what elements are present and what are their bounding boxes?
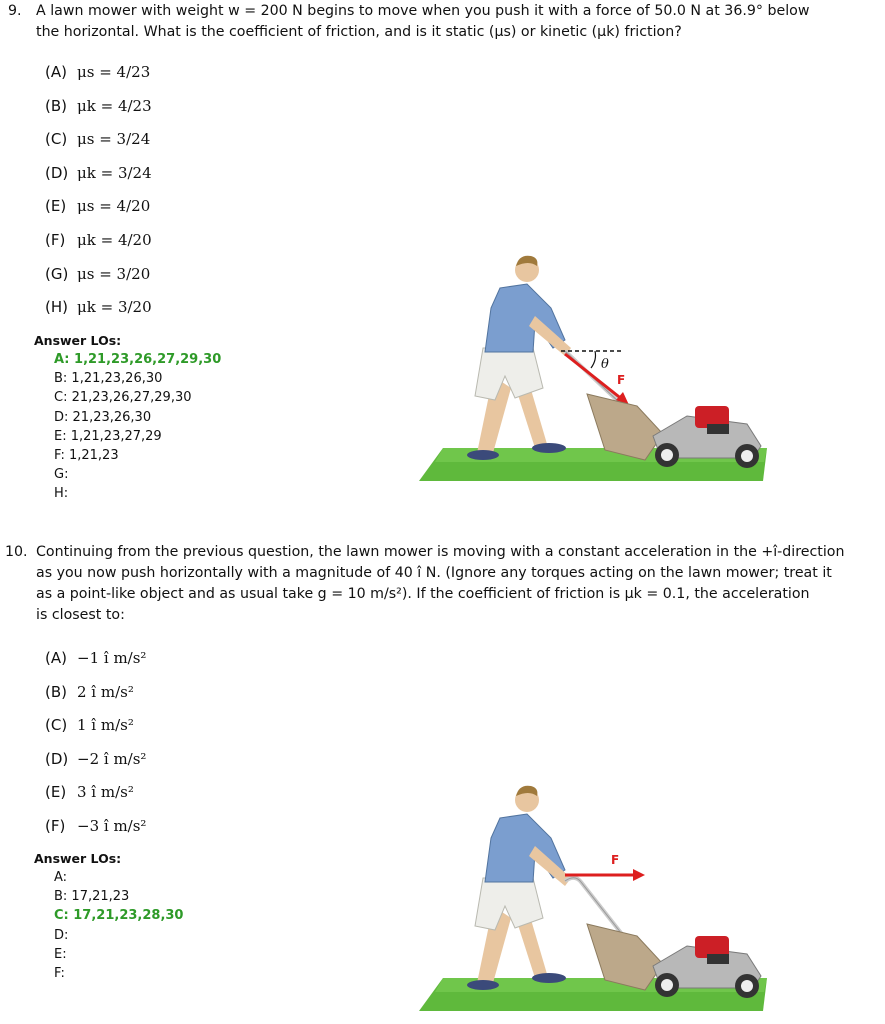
option-b[interactable]: (B) 2 î m/s² [45,682,134,701]
options-list [45,62,152,331]
answer-lo-a: A: 1,21,23,26,27,29,30 [54,352,222,367]
stem-line: as you now push horizontally with a magnitude of 40 î N. (Ignore any torques acting on the lawn mower; treat it [36,565,832,581]
answer-lo-d: D: [54,927,69,943]
answer-lo-e: E: 1,21,23,27,29 [54,428,162,444]
answers-title: Answer LOs: [34,333,122,348]
answer-lo-c: C: 17,21,23,28,30 [54,908,184,924]
answer-lo-f: F: 1,21,23 [54,448,119,464]
answer-los-list [54,350,221,504]
option-e[interactable]: (E) μs = 4/20 [45,197,151,216]
answer-lo-c: C: 21,23,26,27,29,30 [54,390,192,406]
answers-title: Answer LOs: [34,851,122,866]
angle-label: θ [601,357,609,372]
stem-line: A lawn mower with weight w = 200 N begins to move when you push it with a force of 50.0 N at 36.9° below [36,3,810,19]
option-a[interactable]: (A) μs = 4/23 [45,63,151,81]
person-shoe [467,450,499,460]
option-f[interactable]: (F) −3 î m/s² [45,816,147,835]
answer-los-list [54,868,183,983]
option-c[interactable]: (C) μs = 3/24 [45,130,151,149]
answer-lo-g: G: [54,467,69,483]
stem-line: the horizontal. What is the coefficient of friction, and is it static (μs) or kinetic (μk) friction? [36,24,682,40]
option-e[interactable]: (E) 3 î m/s² [45,783,134,802]
force-label: F [617,373,626,387]
option-g[interactable]: (G) μs = 3/20 [45,264,151,283]
answer-lo-b: B: 17,21,23 [54,889,130,905]
answer-lo-h: H: [54,486,69,502]
option-a[interactable]: (A) −1 î m/s² [45,649,147,667]
answer-lo-d: D: 21,23,26,30 [54,409,152,425]
question-number: 9. [8,3,22,19]
answer-lo-f: F: [54,966,65,982]
option-h[interactable]: (H) μk = 3/20 [45,298,152,317]
option-b[interactable]: (B) μk = 4/23 [45,96,152,115]
force-arrow [565,354,626,400]
option-d[interactable]: (D) μk = 3/24 [45,163,152,182]
lawnmower-angled-illustration [415,248,775,488]
person-shoe [467,980,499,990]
angle-arc [591,351,596,368]
person-shoe [532,973,566,983]
answer-lo-a: A: [54,870,68,885]
option-c[interactable]: (C) 1 î m/s² [45,716,134,735]
option-d[interactable]: (D) −2 î m/s² [45,749,147,768]
force-label: F [611,853,620,867]
question-number: 10. [5,544,28,560]
option-f[interactable]: (F) μk = 4/20 [45,230,152,249]
lawnmower-horizontal-illustration [415,778,775,1018]
person-shoe [532,443,566,453]
stem-line: is closest to: [36,607,125,623]
stem-line: Continuing from the previous question, the lawn mower is moving with a constant acceleration in the +î-direction [36,544,845,560]
options-list [45,648,146,850]
answer-lo-e: E: [54,946,67,962]
stem-line: as a point-like object and as usual take g = 10 m/s²). If the coefficient of friction is μk = 0.1, the acceleration [36,586,810,602]
answer-lo-b: B: 1,21,23,26,30 [54,371,163,387]
force-arrowhead [633,869,645,881]
